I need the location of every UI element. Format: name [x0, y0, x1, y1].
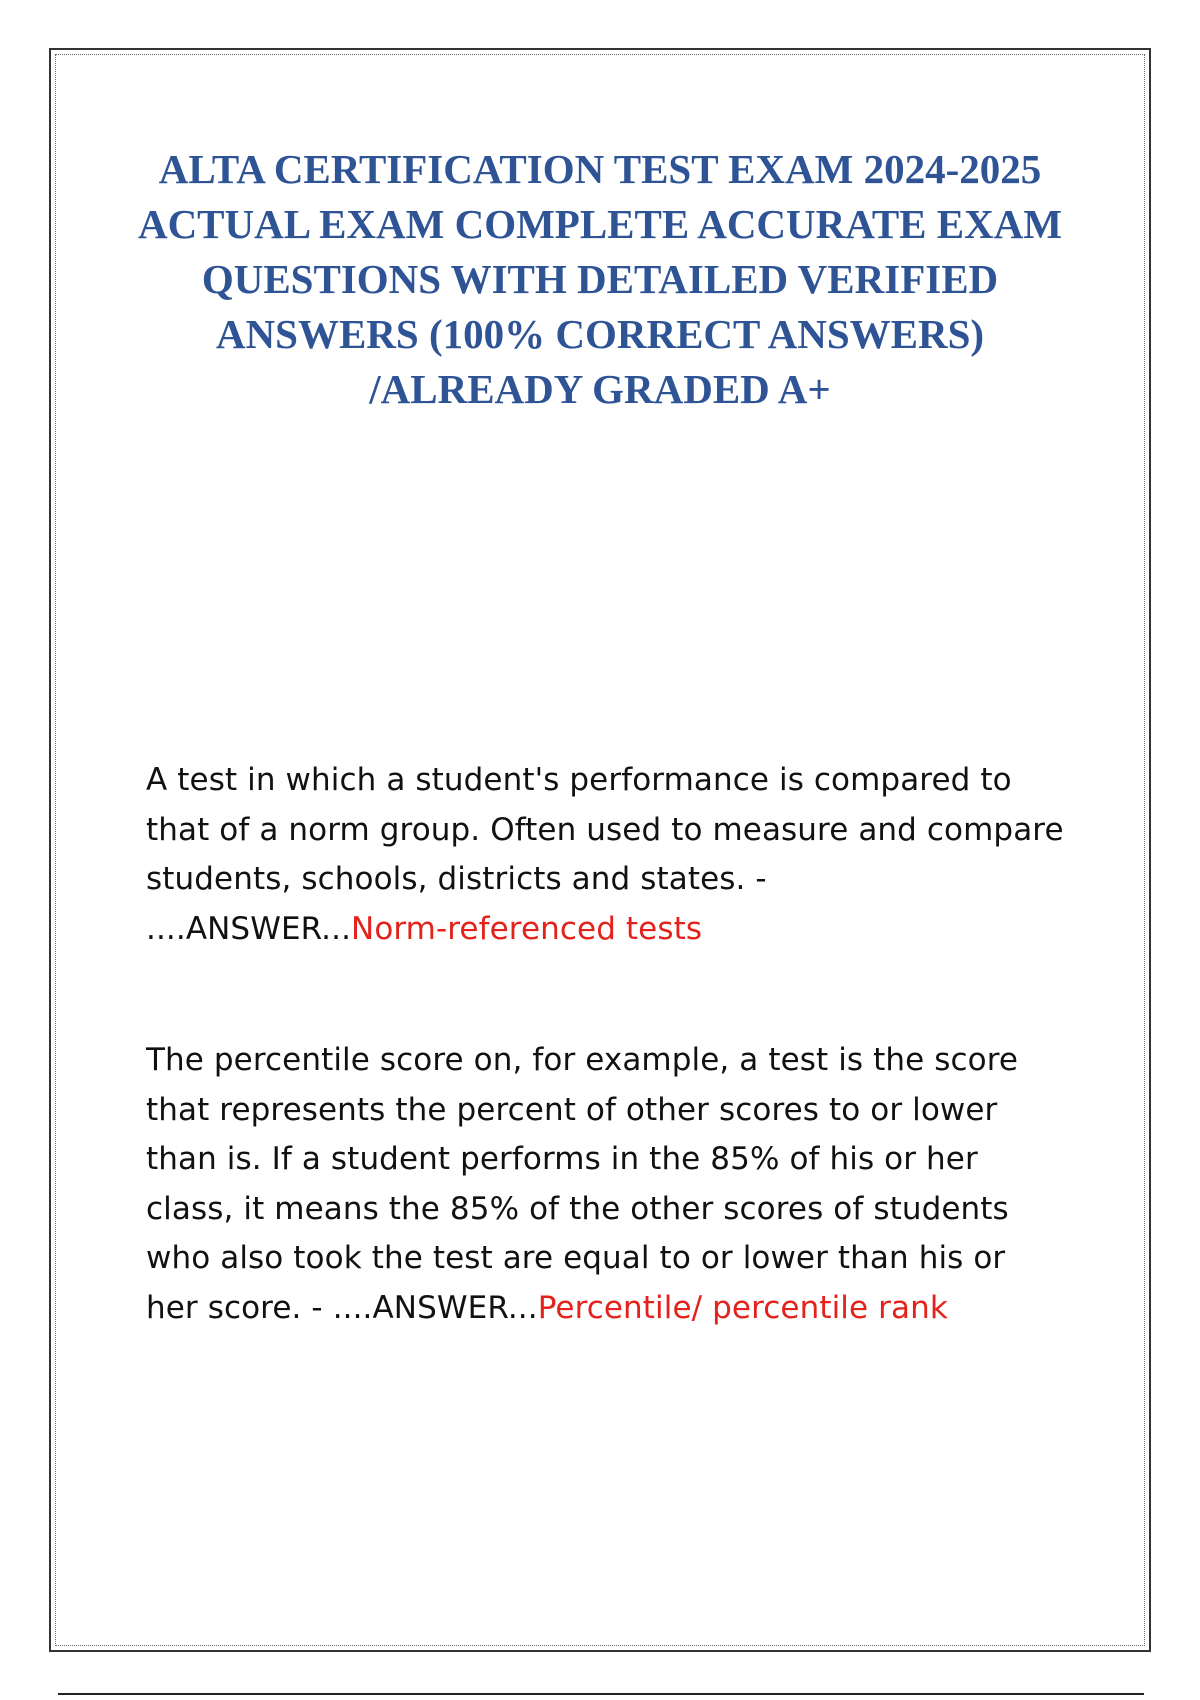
- document-title: ALTA CERTIFICATION TEST EXAM 2024-2025 ACTUAL EXAM COMPLETE ACCURATE EXAM QUESTIONS WITH DETAILED VERIFIED ANSWERS (100% CORRECT ANSWERS) /ALREADY GRADED A+: [137, 146, 1063, 412]
- footer-divider: [58, 1693, 1144, 1695]
- qa-item: [146, 1036, 1066, 1333]
- answer-prefix: ....ANSWER...: [332, 1289, 538, 1326]
- answer-prefix: ....ANSWER...: [146, 910, 352, 947]
- answer-text: Norm-referenced tests: [351, 910, 703, 947]
- question-text: A test in which a student's performance is compared to that of a norm group. Often used to measure and compare students, schools, districts and states. -: [146, 762, 1064, 897]
- question-text: The percentile score on, for example, a test is the score that represents the percent of other scores to or lower than is. If a student performs in the 85% of his or her class, it means the 85% of the other scores of students who also took the test are equal to or lower than his or her score. -: [146, 1042, 1019, 1326]
- qa-item: [146, 756, 1066, 954]
- answer-text: Percentile/ percentile rank: [537, 1289, 948, 1326]
